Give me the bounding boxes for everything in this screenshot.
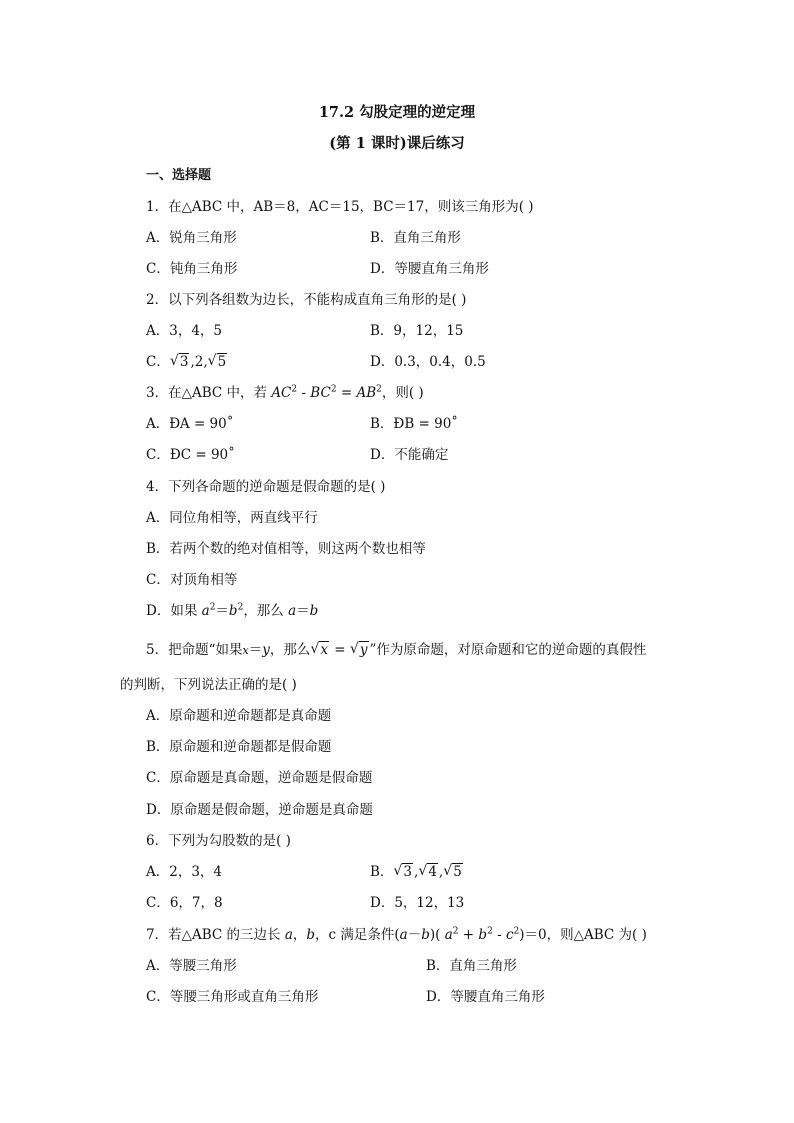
sqrt-symbol: √ 5 [443,862,463,882]
sqrt-symbol: √ 3 [393,862,413,882]
question-5-option-a: A．原命题和逆命题都是真命题 [146,708,332,724]
sqrt-symbol: √ 3 [170,352,190,372]
question-1-option-c: C．钝角三角形 [146,261,238,277]
question-1-stem: 1．在△ABC 中，AB＝8，AC＝15，BC＝17，则该三角形为( ) [146,199,534,215]
question-6-option-c: C．6，7，8 [146,895,223,911]
question-4-option-d: D．如果 $a^2=b^2$，那么 a＝b [146,602,319,619]
question-2-stem: 2．以下列各组数为边长，不能构成直角三角形的是( ) [146,292,467,308]
question-4-stem: 4．下列各命题的逆命题是假命题的是( ) [146,479,386,495]
sqrt-symbol: √ y [350,640,369,660]
question-5-option-b: B．原命题和逆命题都是假命题 [146,739,332,755]
question-1-option-d: D．等腰直角三角形 [370,261,489,277]
question-5-option-c: C．原命题是真命题，逆命题是假命题 [146,770,373,786]
question-2-option-d: D．0.3，0.4，0.5 [370,354,486,370]
question-6-option-d: D．5，12，13 [370,895,465,911]
sqrt-symbol: √ 4 [418,862,438,882]
question-3-option-b: B．ÐB = 90˚ [370,416,459,432]
question-3-stem: 3．在△ABC 中，若 $AC^2 - BC^2 = AB^2$，则( ) [146,384,424,401]
question-6-stem: 6．下列为勾股数的是( ) [146,833,291,849]
question-4-option-a: A．同位角相等，两直线平行 [146,510,318,526]
question-7-option-c: C．等腰三角形或直角三角形 [146,989,319,1005]
question-3-option-d: D．不能确定 [370,447,449,463]
question-5-stem: 5．把命题“如果x＝y，那么√ x = √ y ”作为原命题，对原命题和它的逆命题的真假性 [146,640,646,661]
question-7-option-d: D．等腰直角三角形 [426,989,545,1005]
question-5-option-d: D．原命题是假命题，逆命题是真命题 [146,802,373,818]
question-1-option-b: B．直角三角形 [370,230,461,246]
question-4-option-b: B．若两个数的绝对值相等，则这两个数也相等 [146,541,426,557]
sqrt-symbol: √ 5 [208,352,228,372]
question-3-option-c: C．ÐC = 90˚ [146,447,235,463]
section-heading: 一、选择题 [146,168,212,183]
page-title: 17.2 勾股定理的逆定理 [318,104,476,121]
question-7-stem: 7．若△ABC 的三边长 a，b，c 满足条件(a－b)( $a^2 + b^2 - c^2)=0$，则△ABC 为( ) [146,926,647,943]
question-7-option-b: B．直角三角形 [426,958,517,974]
question-2-option-c: C．√ 3 ,2,√ 5 [146,352,228,372]
question-1-option-a: A．锐角三角形 [146,230,237,246]
question-4-option-c: C．对顶角相等 [146,572,238,588]
sqrt-symbol: √ x [310,640,329,660]
question-2-option-b: B．9，12，15 [370,323,464,339]
page-subtitle: (第 1 课时)课后练习 [329,135,465,152]
question-5-stem-line2: 的判断，下列说法正确的是( ) [120,677,297,693]
question-6-option-b: B．√ 3 ,√ 4 ,√ 5 [370,862,464,882]
question-2-option-a: A．3，4，5 [146,323,223,339]
question-3-option-a: A．ÐA = 90˚ [146,416,234,432]
question-7-option-a: A．等腰三角形 [146,958,237,974]
question-6-option-a: A．2，3，4 [146,864,223,880]
